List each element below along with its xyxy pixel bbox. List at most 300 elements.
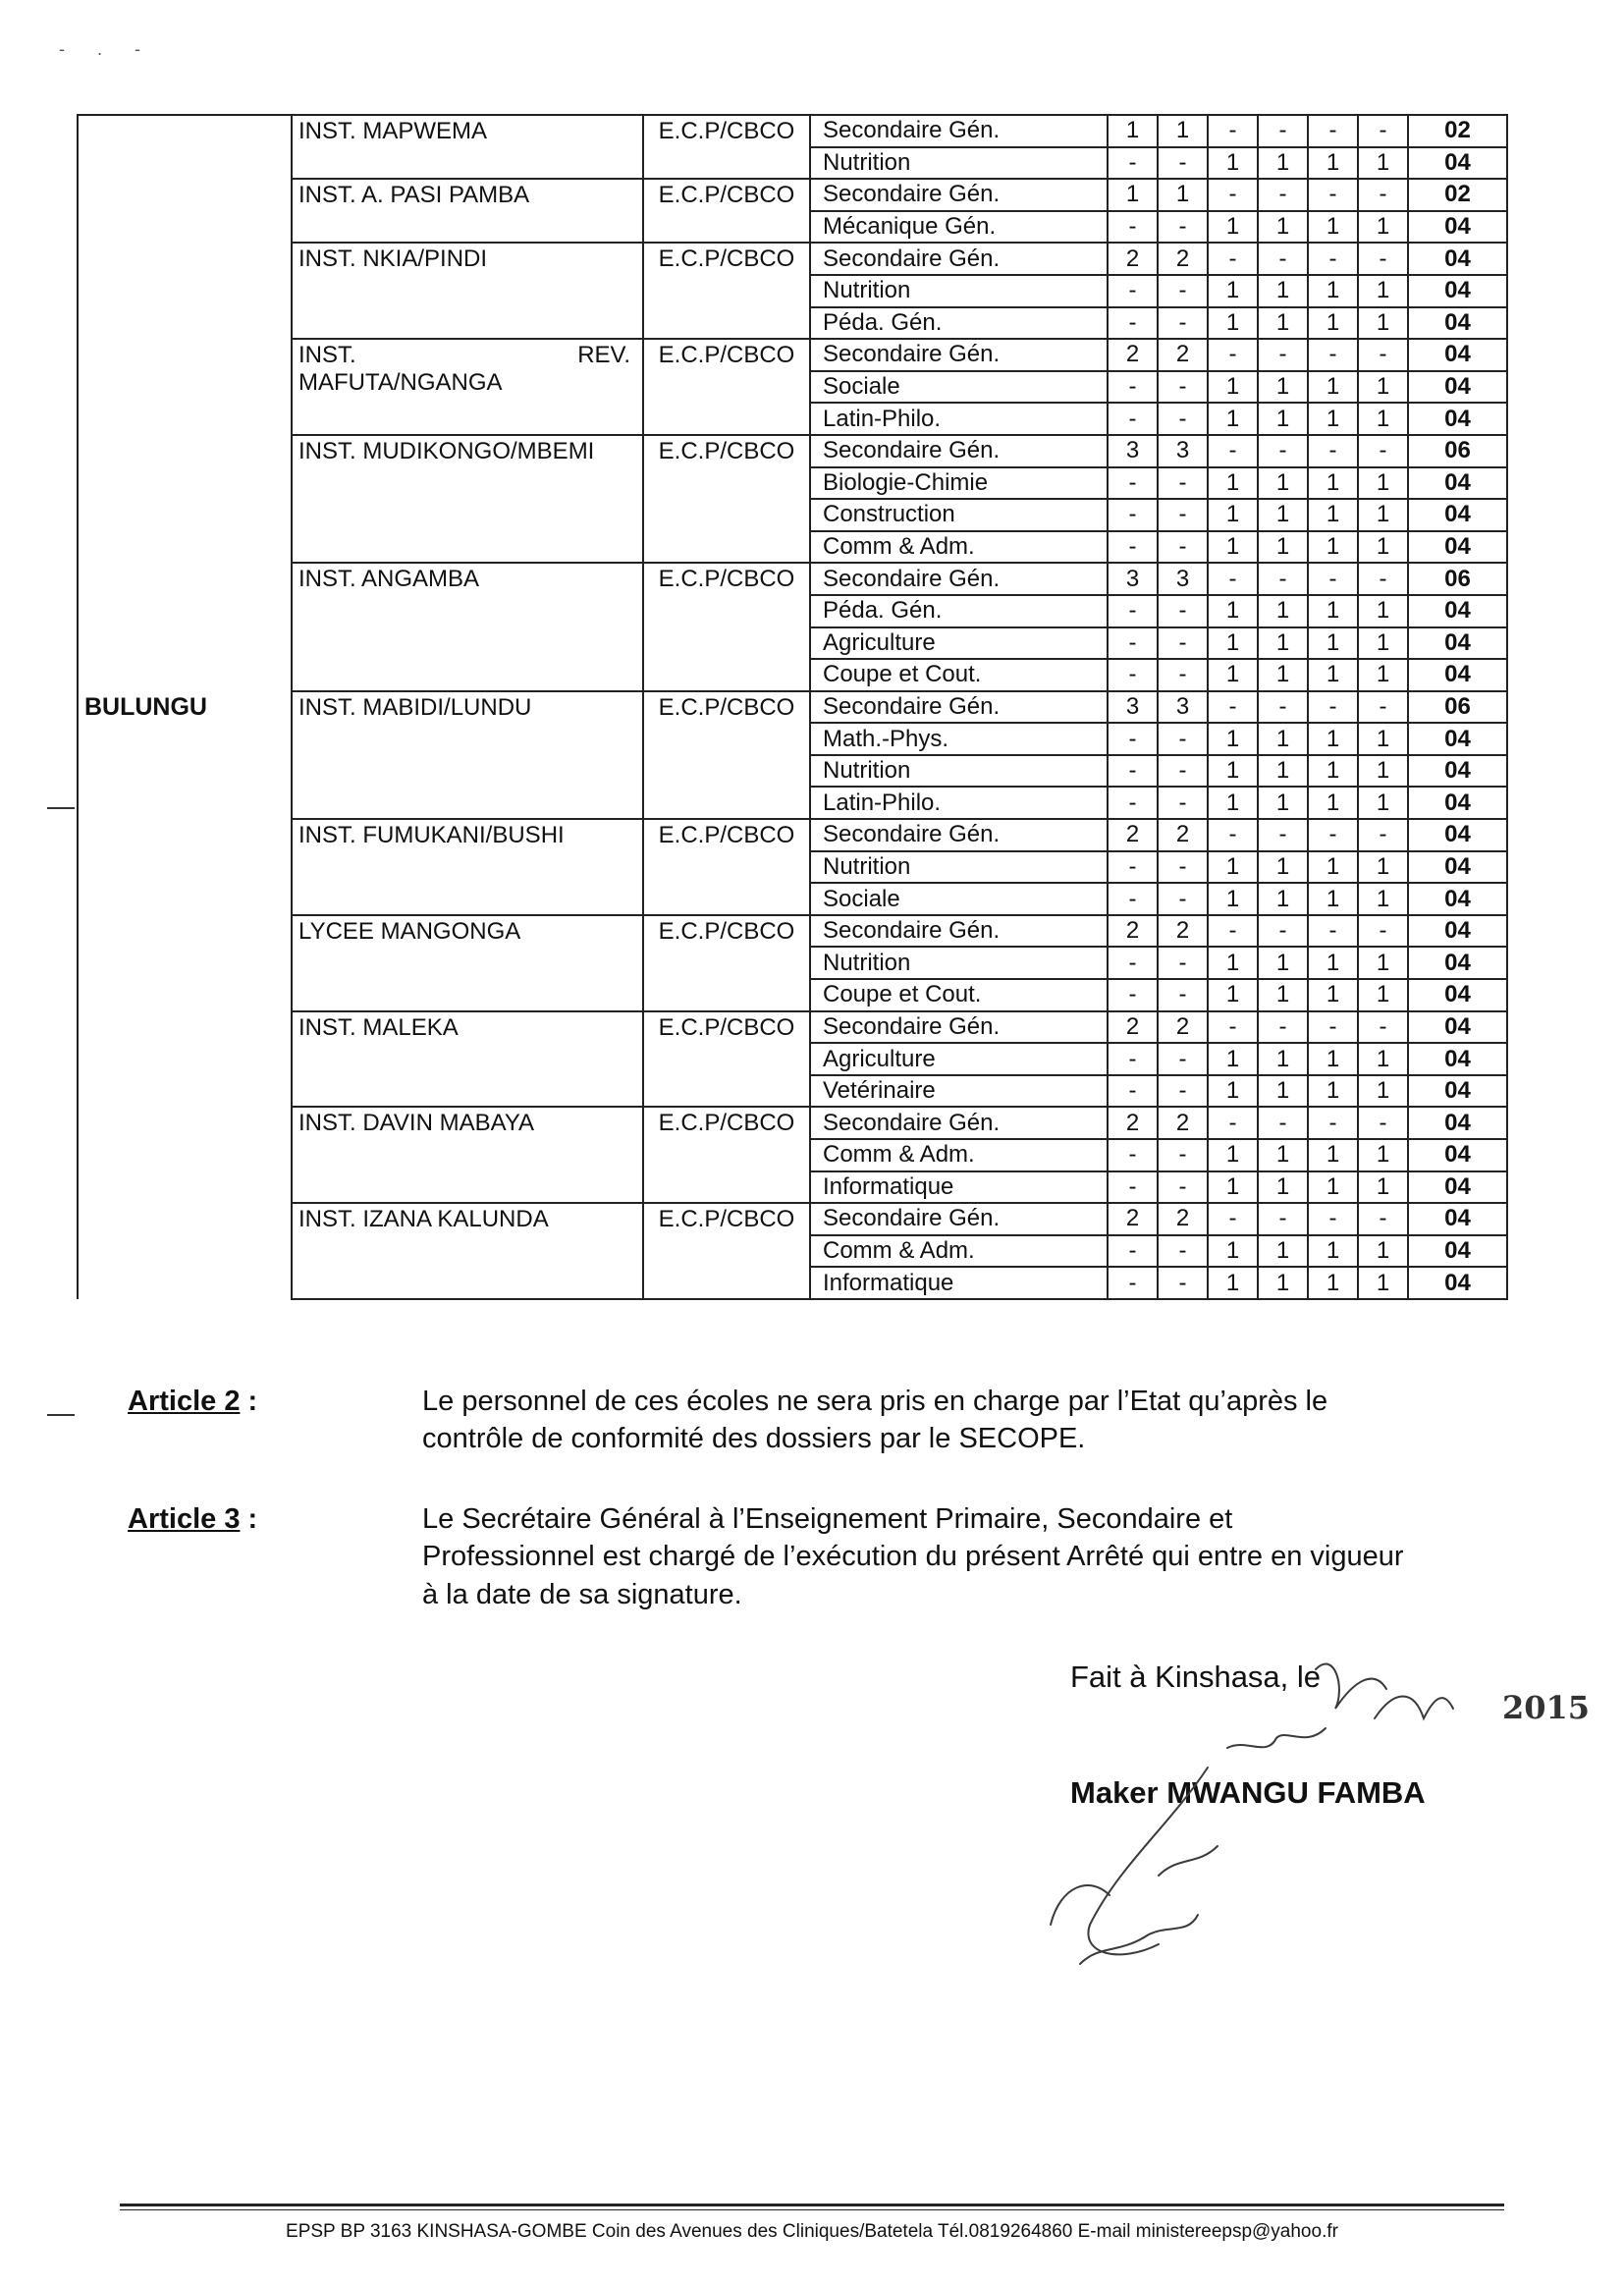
class-count-cell: 1: [1258, 851, 1308, 884]
total-cell: 04: [1408, 467, 1507, 500]
class-count-cell: 2: [1108, 243, 1158, 275]
school-regime: E.C.P/CBCO: [643, 1011, 810, 1108]
school-regime: E.C.P/CBCO: [643, 243, 810, 339]
table-row: [78, 915, 1507, 948]
class-count-cell: -: [1158, 1075, 1208, 1108]
class-count-cell: -: [1108, 883, 1158, 915]
class-count-cell: 1: [1208, 371, 1258, 404]
class-count-cell: -: [1308, 435, 1358, 467]
total-cell: 04: [1408, 627, 1507, 660]
class-count-cell: -: [1358, 243, 1408, 275]
option-cell: Math.-Phys.: [810, 723, 1108, 755]
class-count-cell: 1: [1258, 467, 1308, 500]
total-cell: 04: [1408, 851, 1507, 884]
class-count-cell: 2: [1158, 1107, 1208, 1139]
class-count-cell: -: [1158, 755, 1208, 788]
class-count-cell: -: [1108, 531, 1158, 564]
total-cell: 02: [1408, 179, 1507, 211]
class-count-cell: 2: [1158, 243, 1208, 275]
class-count-cell: -: [1258, 915, 1308, 948]
total-cell: 04: [1408, 403, 1507, 435]
total-cell: 04: [1408, 499, 1507, 531]
class-count-cell: -: [1208, 179, 1258, 211]
school-name: INST. ANGAMBA: [292, 563, 643, 690]
class-count-cell: 1: [1208, 979, 1258, 1011]
school-name: INST. MAPWEMA: [292, 115, 643, 179]
class-count-cell: -: [1108, 627, 1158, 660]
class-count-cell: 1: [1258, 211, 1308, 244]
total-cell: 06: [1408, 691, 1507, 724]
class-count-cell: 1: [1108, 179, 1158, 211]
class-count-cell: 2: [1108, 1107, 1158, 1139]
class-count-cell: 1: [1208, 659, 1258, 691]
class-count-cell: 1: [1308, 723, 1358, 755]
class-count-cell: -: [1158, 659, 1208, 691]
table-row: [78, 435, 1507, 467]
class-count-cell: 1: [1208, 1043, 1258, 1075]
class-count-cell: 1: [1158, 179, 1208, 211]
school-name: INST. DAVIN MABAYA: [292, 1107, 643, 1203]
class-count-cell: -: [1308, 179, 1358, 211]
class-count-cell: 1: [1358, 211, 1408, 244]
class-count-cell: 1: [1208, 499, 1258, 531]
option-cell: Secondaire Gén.: [810, 915, 1108, 948]
class-count-cell: 1: [1358, 883, 1408, 915]
total-cell: 04: [1408, 243, 1507, 275]
class-count-cell: 1: [1358, 595, 1408, 627]
class-count-cell: 1: [1208, 531, 1258, 564]
class-count-cell: -: [1308, 243, 1358, 275]
class-count-cell: -: [1208, 691, 1258, 724]
total-cell: 04: [1408, 915, 1507, 948]
class-count-cell: 1: [1208, 787, 1258, 819]
class-count-cell: -: [1108, 211, 1158, 244]
class-count-cell: -: [1208, 243, 1258, 275]
total-cell: 04: [1408, 1203, 1507, 1235]
class-count-cell: -: [1258, 1203, 1308, 1235]
option-cell: Secondaire Gén.: [810, 819, 1108, 851]
class-count-cell: -: [1108, 1171, 1158, 1204]
class-count-cell: 1: [1258, 595, 1308, 627]
class-count-cell: -: [1358, 1203, 1408, 1235]
option-cell: Mécanique Gén.: [810, 211, 1108, 244]
class-count-cell: 1: [1208, 1267, 1258, 1299]
table-row: [78, 115, 1507, 147]
class-count-cell: -: [1158, 403, 1208, 435]
total-cell: 04: [1408, 1139, 1507, 1171]
school-regime: E.C.P/CBCO: [643, 115, 810, 179]
option-cell: Sociale: [810, 371, 1108, 404]
class-count-cell: 1: [1258, 1171, 1308, 1204]
class-count-cell: 1: [1308, 947, 1358, 979]
class-count-cell: 1: [1258, 979, 1308, 1011]
class-count-cell: 1: [1208, 275, 1258, 307]
table-row: [78, 339, 1507, 371]
class-count-cell: 1: [1358, 1043, 1408, 1075]
class-count-cell: 1: [1258, 1075, 1308, 1108]
class-count-cell: -: [1308, 339, 1358, 371]
class-count-cell: -: [1308, 1107, 1358, 1139]
class-count-cell: -: [1208, 1011, 1258, 1044]
class-count-cell: 1: [1358, 1075, 1408, 1108]
school-regime: E.C.P/CBCO: [643, 1107, 810, 1203]
class-count-cell: -: [1208, 819, 1258, 851]
class-count-cell: -: [1208, 1107, 1258, 1139]
class-count-cell: -: [1158, 1267, 1208, 1299]
total-cell: 04: [1408, 1043, 1507, 1075]
class-count-cell: -: [1208, 435, 1258, 467]
class-count-cell: -: [1108, 403, 1158, 435]
class-count-cell: -: [1108, 723, 1158, 755]
school-regime: E.C.P/CBCO: [643, 819, 810, 915]
class-count-cell: 1: [1358, 947, 1408, 979]
class-count-cell: 1: [1308, 531, 1358, 564]
class-count-cell: -: [1308, 115, 1358, 147]
class-count-cell: 1: [1308, 275, 1358, 307]
table-row: [78, 819, 1507, 851]
class-count-cell: -: [1108, 371, 1158, 404]
class-count-cell: 1: [1308, 1235, 1358, 1268]
class-count-cell: 1: [1358, 1171, 1408, 1204]
school-regime: E.C.P/CBCO: [643, 339, 810, 435]
option-cell: Biologie-Chimie: [810, 467, 1108, 500]
option-cell: Péda. Gén.: [810, 307, 1108, 340]
class-count-cell: -: [1158, 1043, 1208, 1075]
option-cell: Secondaire Gén.: [810, 115, 1108, 147]
class-count-cell: -: [1158, 627, 1208, 660]
class-count-cell: 1: [1308, 371, 1358, 404]
class-count-cell: 1: [1308, 211, 1358, 244]
class-count-cell: 3: [1108, 691, 1158, 724]
class-count-cell: 1: [1308, 883, 1358, 915]
class-count-cell: 1: [1308, 595, 1358, 627]
table-row: [78, 563, 1507, 595]
option-cell: Comm & Adm.: [810, 1139, 1108, 1171]
school-regime: E.C.P/CBCO: [643, 435, 810, 563]
total-cell: 06: [1408, 435, 1507, 467]
article-3-label: Article 3 :: [128, 1503, 258, 1535]
class-count-cell: -: [1308, 563, 1358, 595]
total-cell: 04: [1408, 1171, 1507, 1204]
class-count-cell: 3: [1158, 691, 1208, 724]
footer-rule-thin: [120, 2209, 1504, 2210]
class-count-cell: -: [1208, 915, 1258, 948]
signature-year: 2015: [1502, 1689, 1591, 1726]
class-count-cell: 1: [1308, 1267, 1358, 1299]
class-count-cell: -: [1308, 691, 1358, 724]
total-cell: 04: [1408, 1267, 1507, 1299]
class-count-cell: 1: [1258, 403, 1308, 435]
class-count-cell: -: [1108, 755, 1158, 788]
class-count-cell: 1: [1358, 499, 1408, 531]
class-count-cell: 1: [1358, 979, 1408, 1011]
class-count-cell: -: [1158, 1171, 1208, 1204]
class-count-cell: 1: [1208, 627, 1258, 660]
class-count-cell: 1: [1358, 851, 1408, 884]
class-count-cell: 1: [1208, 883, 1258, 915]
option-cell: Secondaire Gén.: [810, 179, 1108, 211]
option-cell: Nutrition: [810, 851, 1108, 884]
class-count-cell: -: [1158, 979, 1208, 1011]
class-count-cell: 1: [1208, 1139, 1258, 1171]
class-count-cell: -: [1258, 1107, 1308, 1139]
class-count-cell: -: [1108, 947, 1158, 979]
class-count-cell: 1: [1208, 723, 1258, 755]
option-cell: Comm & Adm.: [810, 531, 1108, 564]
class-count-cell: 1: [1358, 467, 1408, 500]
class-count-cell: -: [1158, 467, 1208, 500]
class-count-cell: 1: [1208, 211, 1258, 244]
class-count-cell: -: [1108, 1235, 1158, 1268]
class-count-cell: 2: [1158, 915, 1208, 948]
option-cell: Coupe et Cout.: [810, 979, 1108, 1011]
total-cell: 06: [1408, 563, 1507, 595]
class-count-cell: -: [1158, 371, 1208, 404]
class-count-cell: 1: [1358, 371, 1408, 404]
class-count-cell: 1: [1308, 307, 1358, 340]
class-count-cell: -: [1158, 531, 1208, 564]
option-cell: Secondaire Gén.: [810, 1203, 1108, 1235]
total-cell: 04: [1408, 307, 1507, 340]
option-cell: Secondaire Gén.: [810, 339, 1108, 371]
place-date-line: Fait à Kinshasa, le: [1070, 1660, 1322, 1694]
class-count-cell: 1: [1358, 531, 1408, 564]
school-name: INST. MUDIKONGO/MBEMI: [292, 435, 643, 563]
class-count-cell: 1: [1208, 467, 1258, 500]
class-count-cell: -: [1258, 691, 1308, 724]
total-cell: 04: [1408, 947, 1507, 979]
class-count-cell: 1: [1158, 115, 1208, 147]
option-cell: Nutrition: [810, 275, 1108, 307]
class-count-cell: 2: [1158, 1203, 1208, 1235]
option-cell: Latin-Philo.: [810, 787, 1108, 819]
class-count-cell: 1: [1358, 755, 1408, 788]
class-count-cell: 1: [1308, 755, 1358, 788]
class-count-cell: 2: [1158, 819, 1208, 851]
class-count-cell: -: [1158, 723, 1208, 755]
class-count-cell: -: [1358, 691, 1408, 724]
school-regime: E.C.P/CBCO: [643, 1203, 810, 1299]
total-cell: 04: [1408, 819, 1507, 851]
class-count-cell: -: [1258, 563, 1308, 595]
margin-tick: [47, 1414, 75, 1416]
class-count-cell: -: [1108, 787, 1158, 819]
option-cell: Nutrition: [810, 147, 1108, 180]
class-count-cell: -: [1358, 179, 1408, 211]
total-cell: 04: [1408, 211, 1507, 244]
class-count-cell: 2: [1108, 915, 1158, 948]
option-cell: Agriculture: [810, 1043, 1108, 1075]
class-count-cell: 1: [1208, 595, 1258, 627]
class-count-cell: 2: [1158, 339, 1208, 371]
total-cell: 04: [1408, 339, 1507, 371]
school-name: LYCEE MANGONGA: [292, 915, 643, 1011]
option-cell: Coupe et Cout.: [810, 659, 1108, 691]
class-count-cell: 1: [1258, 275, 1308, 307]
class-count-cell: 1: [1358, 659, 1408, 691]
class-count-cell: -: [1158, 787, 1208, 819]
table-row: [78, 691, 1507, 724]
class-count-cell: -: [1258, 339, 1308, 371]
class-count-cell: 1: [1358, 1139, 1408, 1171]
class-count-cell: -: [1108, 147, 1158, 180]
class-count-cell: -: [1108, 1075, 1158, 1108]
class-count-cell: 1: [1308, 467, 1358, 500]
class-count-cell: -: [1208, 1203, 1258, 1235]
class-count-cell: 1: [1358, 403, 1408, 435]
class-count-cell: 2: [1158, 1011, 1208, 1044]
class-count-cell: -: [1358, 435, 1408, 467]
option-cell: Secondaire Gén.: [810, 691, 1108, 724]
class-count-cell: 1: [1208, 851, 1258, 884]
option-cell: Informatique: [810, 1171, 1108, 1204]
option-cell: Agriculture: [810, 627, 1108, 660]
class-count-cell: -: [1108, 1043, 1158, 1075]
class-count-cell: 1: [1258, 531, 1308, 564]
class-count-cell: -: [1158, 499, 1208, 531]
total-cell: 04: [1408, 275, 1507, 307]
class-count-cell: 1: [1308, 403, 1358, 435]
class-count-cell: -: [1308, 1011, 1358, 1044]
table-row: [78, 1011, 1507, 1044]
class-count-cell: -: [1158, 307, 1208, 340]
option-cell: Péda. Gén.: [810, 595, 1108, 627]
margin-tick: [47, 807, 75, 809]
class-count-cell: -: [1358, 115, 1408, 147]
class-count-cell: -: [1158, 947, 1208, 979]
class-count-cell: -: [1108, 979, 1158, 1011]
class-count-cell: 1: [1258, 371, 1308, 404]
class-count-cell: 1: [1258, 1235, 1308, 1268]
class-count-cell: -: [1358, 563, 1408, 595]
class-count-cell: 1: [1208, 947, 1258, 979]
class-count-cell: -: [1258, 435, 1308, 467]
class-count-cell: 3: [1158, 563, 1208, 595]
class-count-cell: 1: [1358, 723, 1408, 755]
class-count-cell: -: [1158, 275, 1208, 307]
total-cell: 04: [1408, 659, 1507, 691]
class-count-cell: 1: [1258, 627, 1308, 660]
class-count-cell: -: [1108, 1267, 1158, 1299]
class-count-cell: 3: [1108, 563, 1158, 595]
class-count-cell: -: [1108, 499, 1158, 531]
class-count-cell: 1: [1208, 755, 1258, 788]
class-count-cell: 1: [1208, 147, 1258, 180]
class-count-cell: 1: [1258, 499, 1308, 531]
class-count-cell: -: [1158, 147, 1208, 180]
total-cell: 02: [1408, 115, 1507, 147]
class-count-cell: -: [1108, 659, 1158, 691]
class-count-cell: -: [1358, 339, 1408, 371]
class-count-cell: -: [1158, 851, 1208, 884]
class-count-cell: -: [1208, 339, 1258, 371]
class-count-cell: 1: [1108, 115, 1158, 147]
scan-marks: - . -: [59, 39, 154, 59]
class-count-cell: -: [1358, 915, 1408, 948]
total-cell: 04: [1408, 755, 1507, 788]
option-cell: Sociale: [810, 883, 1108, 915]
option-cell: Secondaire Gén.: [810, 563, 1108, 595]
class-count-cell: -: [1158, 211, 1208, 244]
class-count-cell: 1: [1308, 851, 1358, 884]
class-count-cell: 1: [1258, 787, 1308, 819]
class-count-cell: 1: [1258, 755, 1308, 788]
class-count-cell: 1: [1358, 275, 1408, 307]
option-cell: Secondaire Gén.: [810, 435, 1108, 467]
option-cell: Secondaire Gén.: [810, 243, 1108, 275]
total-cell: 04: [1408, 787, 1507, 819]
signatory-name: Maker MWANGU FAMBA: [1070, 1775, 1426, 1810]
class-count-cell: 1: [1258, 1043, 1308, 1075]
class-count-cell: -: [1108, 275, 1158, 307]
class-count-cell: 1: [1258, 147, 1308, 180]
class-count-cell: 1: [1308, 1043, 1358, 1075]
class-count-cell: 1: [1308, 499, 1358, 531]
school-name: INST. NKIA/PINDI: [292, 243, 643, 339]
class-count-cell: 1: [1208, 403, 1258, 435]
option-cell: Secondaire Gén.: [810, 1011, 1108, 1044]
class-count-cell: -: [1158, 1139, 1208, 1171]
school-regime: E.C.P/CBCO: [643, 691, 810, 819]
schools-table: [77, 114, 1508, 1300]
table-row: [78, 243, 1507, 275]
class-count-cell: -: [1158, 883, 1208, 915]
class-count-cell: 1: [1358, 307, 1408, 340]
class-count-cell: 1: [1358, 787, 1408, 819]
class-count-cell: -: [1358, 1107, 1408, 1139]
class-count-cell: -: [1358, 819, 1408, 851]
class-count-cell: -: [1208, 563, 1258, 595]
total-cell: 04: [1408, 883, 1507, 915]
class-count-cell: 1: [1258, 307, 1308, 340]
class-count-cell: -: [1108, 307, 1158, 340]
school-name: INST. FUMUKANI/BUSHI: [292, 819, 643, 915]
class-count-cell: 2: [1108, 339, 1158, 371]
article-2-text: Le personnel de ces écoles ne sera pris en charge par l’Etat qu’après le contrôle de conformité des dossiers par le SECOPE.: [422, 1386, 1328, 1455]
footer-rule: [120, 2204, 1504, 2206]
handwritten-signature: [1021, 1630, 1492, 2003]
class-count-cell: 1: [1258, 723, 1308, 755]
class-count-cell: -: [1158, 1235, 1208, 1268]
school-regime: E.C.P/CBCO: [643, 915, 810, 1011]
class-count-cell: -: [1108, 1139, 1158, 1171]
class-count-cell: 1: [1308, 659, 1358, 691]
class-count-cell: -: [1108, 851, 1158, 884]
class-count-cell: 1: [1308, 1075, 1358, 1108]
class-count-cell: -: [1258, 1011, 1308, 1044]
total-cell: 04: [1408, 979, 1507, 1011]
class-count-cell: 2: [1108, 819, 1158, 851]
school-name: INST. REV. MAFUTA/NGANGA: [292, 339, 643, 435]
class-count-cell: 1: [1258, 883, 1308, 915]
class-count-cell: 1: [1358, 147, 1408, 180]
option-cell: Informatique: [810, 1267, 1108, 1299]
total-cell: 04: [1408, 1235, 1507, 1268]
class-count-cell: -: [1258, 115, 1308, 147]
total-cell: 04: [1408, 147, 1507, 180]
class-count-cell: -: [1208, 115, 1258, 147]
class-count-cell: 1: [1208, 307, 1258, 340]
class-count-cell: 3: [1158, 435, 1208, 467]
class-count-cell: -: [1308, 819, 1358, 851]
article-2-label: Article 2 :: [128, 1386, 258, 1417]
total-cell: 04: [1408, 723, 1507, 755]
class-count-cell: 1: [1308, 627, 1358, 660]
class-count-cell: 1: [1308, 979, 1358, 1011]
class-count-cell: 1: [1308, 1139, 1358, 1171]
school-name: INST. IZANA KALUNDA: [292, 1203, 643, 1299]
school-name: INST. MABIDI/LUNDU: [292, 691, 643, 819]
